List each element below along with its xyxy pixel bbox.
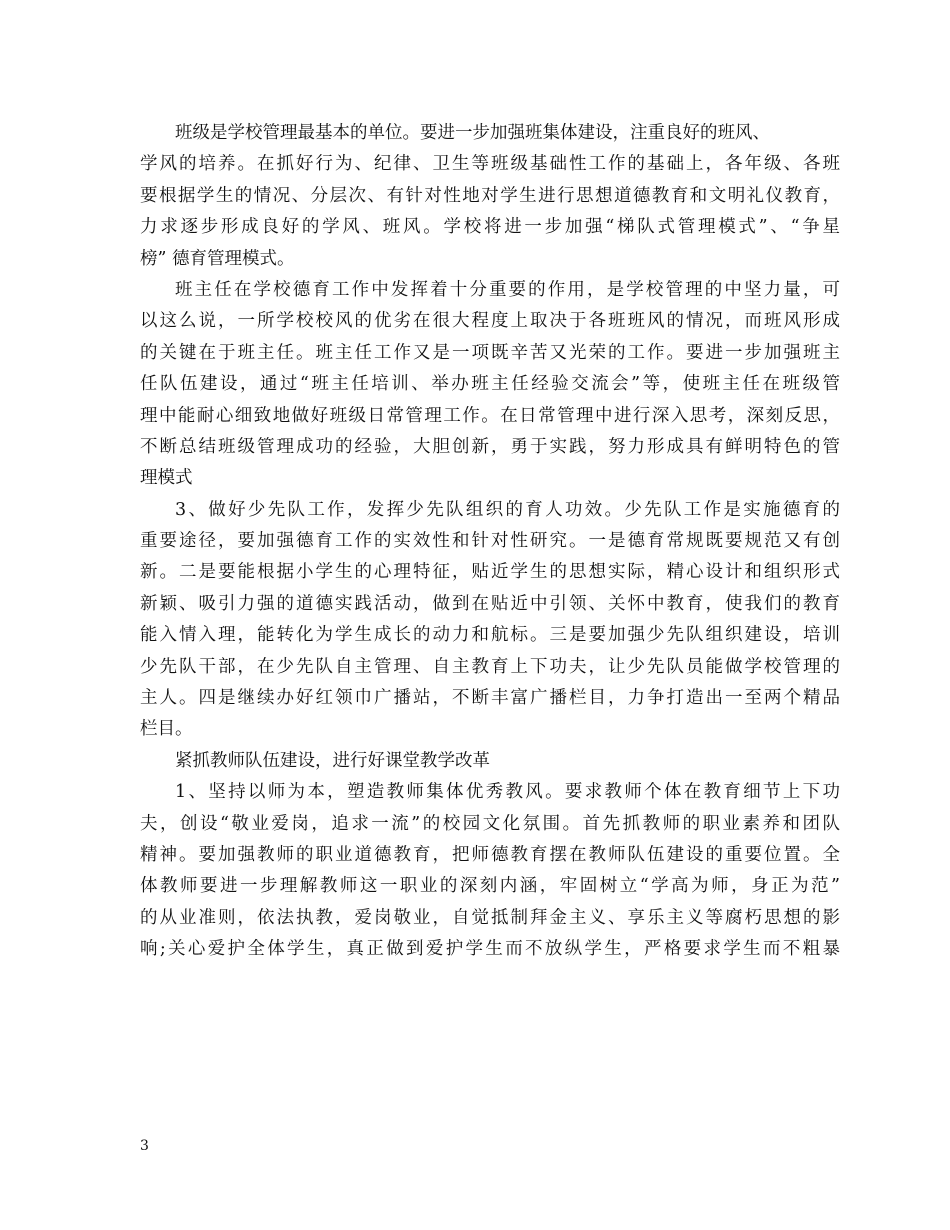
paragraph-line: 精神。要加强教师的职业道德教育，把师德教育摆在教师队伍建设的重要位置。全 [140, 844, 840, 865]
paragraph-line: 要根据学生的情况、分层次、有针对性地对学生进行思想道德教育和文明礼仪教育， [140, 185, 840, 206]
paragraph-line: 主人。四是继续办好红领巾广播站，不断丰富广播栏目，力争打造出一至两个精品 [140, 688, 840, 709]
paragraph-line: 班级是学校管理最基本的单位。要进一步加强班集体建设，注重良好的班风、 [175, 123, 770, 143]
paragraph-line: 响;关心爱护全体学生，真正做到爱护学生而不放纵学生，严格要求学生而不粗暴 [140, 939, 840, 960]
paragraph-line: 的从业准则，依法执教，爱岗敬业，自觉抵制拜金主义、享乐主义等腐朽思想的影 [140, 907, 840, 928]
paragraph-line: 的关键在于班主任。班主任工作又是一项既辛苦又光荣的工作。要进一步加强班主 [140, 342, 840, 363]
paragraph-line: 理中能耐心细致地做好班级日常管理工作。在日常管理中进行深入思考，深刻反思， [140, 405, 840, 426]
page-number: 3 [140, 1138, 149, 1154]
section-heading: 紧抓教师队伍建设，进行好课堂教学改革 [175, 750, 490, 771]
paragraph-line: 班主任在学校德育工作中发挥着十分重要的作用，是学校管理的中坚力量，可 [175, 279, 840, 300]
paragraph-line: 榜” 德育管理模式。 [140, 248, 295, 269]
paragraph-line: 学风的培养。在抓好行为、纪律、卫生等班级基础性工作的基础上，各年级、各班 [140, 154, 840, 175]
paragraph-line: 3、做好少先队工作，发挥少先队组织的育人功效。少先队工作是实施德育的 [175, 499, 840, 520]
paragraph-line: 重要途径，要加强德育工作的实效性和针对性研究。一是德育常规既要规范又有创 [140, 531, 840, 552]
paragraph-line: 体教师要进一步理解教师这一职业的深刻内涵，牢固树立“学高为师，身正为范” [140, 876, 840, 897]
paragraph-line: 能入情入理，能转化为学生成长的动力和航标。三是要加强少先队组织建设，培训 [140, 625, 840, 646]
paragraph-line: 新颖、吸引力强的道德实践活动，做到在贴近中引领、关怀中教育，使我们的教育 [140, 593, 840, 614]
paragraph-line: 以这么说，一所学校校风的优劣在很大程度上取决于各班班风的情况，而班风形成 [140, 311, 840, 332]
paragraph-line: 不断总结班级管理成功的经验，大胆创新，勇于实践，努力形成具有鲜明特色的管 [140, 436, 840, 457]
body-text [140, 118, 840, 966]
paragraph-line: 夫，创设“敬业爱岗，追求一流”的校园文化氛围。首先抓教师的职业素养和团队 [140, 813, 840, 834]
paragraph-line: 力求逐步形成良好的学风、班风。学校将进一步加强“梯队式管理模式”、“争星 [140, 217, 840, 238]
paragraph-line: 栏目。 [140, 719, 193, 740]
paragraph-line: 少先队干部，在少先队自主管理、自主教育上下功夫，让少先队员能做学校管理的 [140, 656, 840, 677]
paragraph-line: 新。二是要能根据小学生的心理特征，贴近学生的思想实际，精心设计和组织形式 [140, 562, 840, 583]
paragraph-line: 1、坚持以师为本，塑造教师集体优秀教风。要求教师个体在教育细节上下功 [175, 782, 840, 803]
paragraph-line: 任队伍建设，通过“班主任培训、举办班主任经验交流会”等，使班主任在班级管 [140, 374, 840, 395]
paragraph-line: 理模式 [140, 468, 193, 489]
